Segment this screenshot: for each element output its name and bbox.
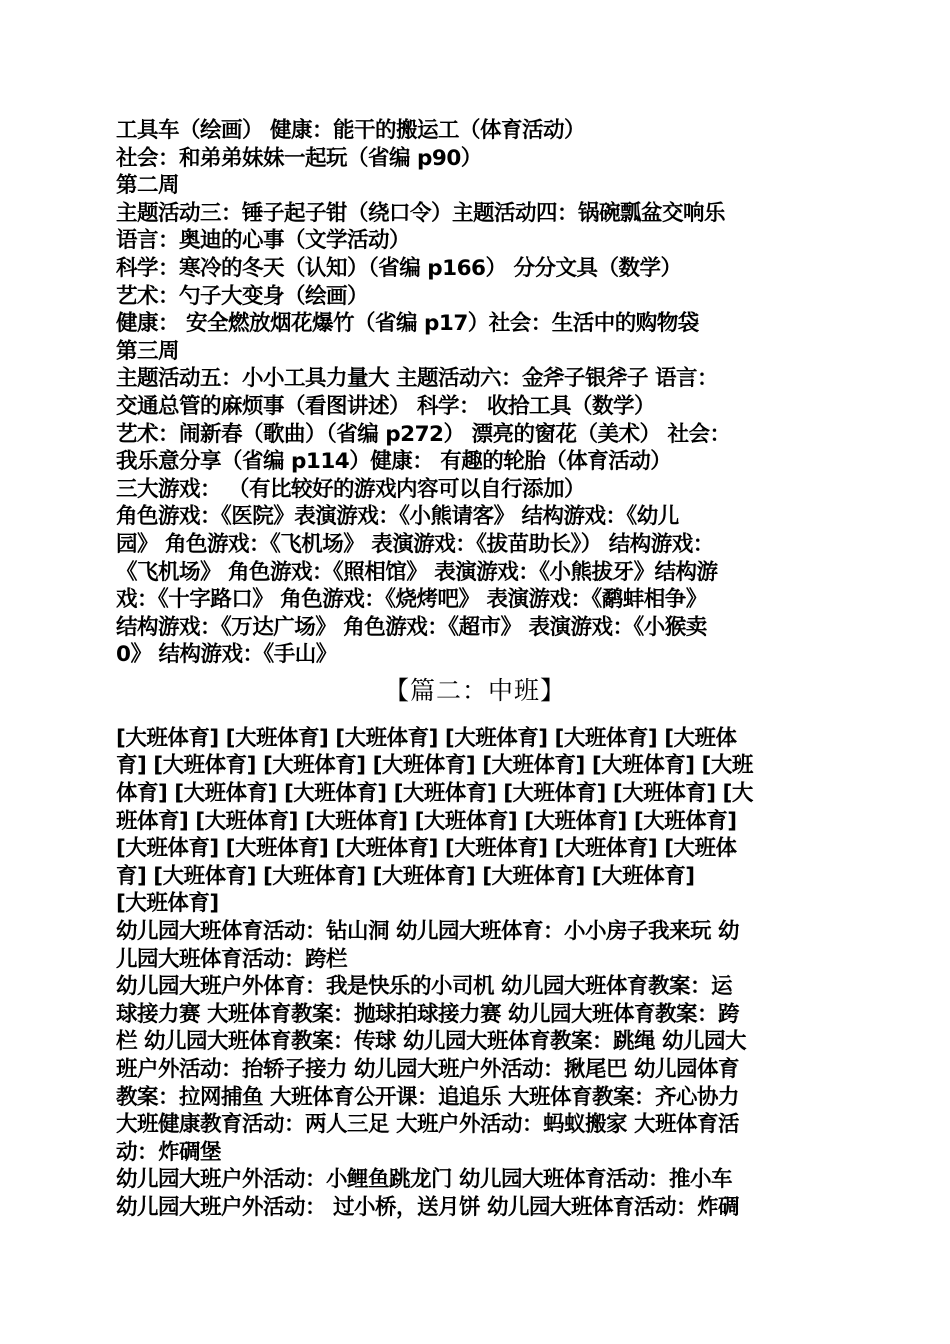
text-line: 班户外活动：抬轿子接力 幼儿园大班户外活动：揪尾巴 幼儿园体育 (116, 1057, 739, 1082)
text-line: 幼儿园大班户外活动：小鲤鱼跳龙门 幼儿园大班体育活动：推小车 (116, 1167, 732, 1193)
text-line: 艺术：闹新春（歌曲）（省编 p272） 漂亮的窗花（美术） 社会： (116, 421, 731, 447)
text-line: 主题活动五：小小工具力量大 主题活动六：金斧子银斧子 语言： (116, 366, 718, 392)
text-line: 园》 角色游戏：《飞机场》 表演游戏：《拔苗助长》） 结构游戏： (116, 531, 714, 557)
text-line: 角色游戏：《医院》表演游戏：《小熊请客》 结构游戏：《幼儿 (116, 504, 679, 530)
text-line: 0》 结构游戏：《手山》 (116, 642, 337, 668)
text-line: 交通总管的麻烦事（看图讲述） 科学： 收拾工具（数学） (116, 393, 655, 419)
text-line: 戏：《十字路口》 角色游戏：《烧烤吧》 表演游戏：《鹬蚌相争》 (116, 587, 707, 613)
text-line: 幼儿园大班户外体育：我是快乐的小司机 幼儿园大班体育教案：运 (116, 974, 732, 1000)
text-line: [大班体育] [大班体育] [大班体育] [大班体育] [大班体育] [大班体 (116, 836, 737, 862)
text-line: 第三周 (116, 338, 180, 364)
text-line: 幼儿园大班户外活动： 过小桥，送月饼 幼儿园大班体育活动：炸碉 (116, 1194, 739, 1220)
text-line: 球接力赛 大班体育教案：抛球拍球接力赛 幼儿园大班体育教案：跨 (116, 1001, 739, 1027)
text-line: 三大游戏： （有比较好的游戏内容可以自行添加） (116, 476, 585, 502)
weekly-plan-section (116, 117, 834, 669)
text-line: 育] [大班体育] [大班体育] [大班体育] [大班体育] [大班体育] [大班 (116, 753, 753, 779)
text-line: 工具车（绘画） 健康：能干的搬运工（体育活动） (116, 118, 585, 143)
text-line: 《飞机场》 角色游戏：《照相馆》 表演游戏：《小熊拔牙》结构游 (116, 559, 718, 585)
text-line: 结构游戏：《万达广场》 角色游戏：《超市》 表演游戏：《小猴卖 (116, 614, 707, 640)
text-line: 动：炸碉堡 (116, 1139, 222, 1165)
section-heading: 【篇二：中班】 (383, 675, 566, 705)
text-line: 科学：寒冷的冬天（认知）（省编 p166） 分分文具（数学） (116, 255, 682, 281)
text-line: 第二周 (116, 173, 180, 199)
text-line: 主题活动三：锤子起子钳（绕口令）主题活动四：锅碗瓢盆交响乐 (116, 200, 726, 226)
text-line: 育] [大班体育] [大班体育] [大班体育] [大班体育] [大班体育] (116, 863, 695, 889)
text-line: 教案：拉网捕鱼 大班体育公开课：追追乐 大班体育教案：齐心协力 (116, 1084, 739, 1110)
text-line: 幼儿园大班体育活动：钻山洞 幼儿园大班体育：小小房子我来玩 幼 (116, 919, 739, 945)
text-line: 健康： 安全燃放烟花爆竹（省编 p17）社会：生活中的购物袋 (116, 311, 699, 337)
text-line: 大班健康教育活动：两人三足 大班户外活动：蚂蚁搬家 大班体育活 (116, 1112, 739, 1138)
text-line: 社会：和弟弟妹妹一起玩（省编 p90） (116, 145, 482, 171)
text-line: [大班体育] (116, 891, 219, 917)
text-line: [大班体育] [大班体育] [大班体育] [大班体育] [大班体育] [大班体 (116, 725, 737, 751)
text-line: 儿园大班体育活动：跨栏 (116, 946, 348, 972)
text-line: 艺术：勺子大变身（绘画） (116, 283, 369, 309)
text-line: 栏 幼儿园大班体育教案：传球 幼儿园大班体育教案：跳绳 幼儿园大 (116, 1029, 746, 1055)
document-page (116, 117, 834, 1222)
text-line: 语言：奥迪的心事（文学活动） (116, 228, 411, 254)
text-line: 我乐意分享（省编 p114）健康： 有趣的轮胎（体育活动） (116, 449, 672, 475)
text-line: 体育] [大班体育] [大班体育] [大班体育] [大班体育] [大班体育] [大 (116, 781, 753, 807)
text-line: 班体育] [大班体育] [大班体育] [大班体育] [大班体育] [大班体育] (116, 808, 737, 834)
pe-activities-section (116, 725, 834, 1222)
